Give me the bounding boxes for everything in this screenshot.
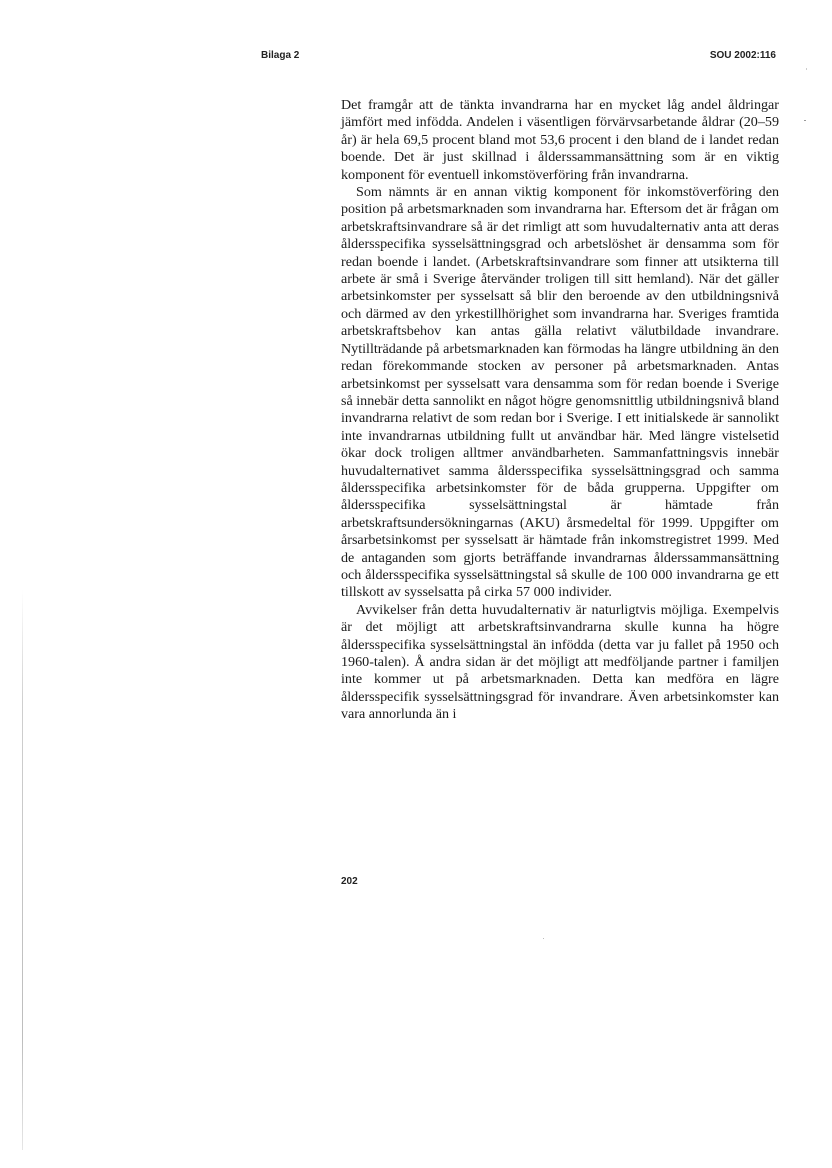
paragraph: Avvikelser från detta huvudalternativ är naturligtvis möjliga. Exempelvis är det möjligt att arbetskraftsinvandrarna skulle kunna ha högre åldersspecifika sysselsättningstal än infödda (detta var ju fallet på 1950 och 1960-talen). Å andra sidan är det möjligt att medföljande partner i familjen inte kommer ut på arbetsmarknaden. Detta kan medföra en lägre åldersspecifik sysselsättningsgrad för invandrare. Även arbetsinkomster kan vara annorlunda än i bbox=[341, 601, 779, 723]
scan-speck bbox=[543, 938, 544, 939]
page-number: 202 bbox=[341, 876, 358, 887]
body-text bbox=[341, 97, 779, 724]
scan-speck bbox=[804, 120, 806, 121]
appendix-label: Bilaga 2 bbox=[261, 50, 300, 61]
scan-speck bbox=[806, 68, 807, 70]
scan-edge-line bbox=[22, 590, 23, 1150]
report-reference: SOU 2002:116 bbox=[709, 50, 776, 61]
paragraph: Det framgår att de tänkta invandrarna har en mycket låg andel åldringar jämfört med infödda. Andelen i väsentligen förvärvsarbetande åldrar (20–59 år) är hela 69,5 procent bland mot 53,6 procent i den bland de i landet redan boende. Det är just skillnad i ålderssammansättning som är en viktig komponent för eventuell inkomstöverföring från invandrarna. bbox=[341, 97, 779, 183]
paragraph: Som nämnts är en annan viktig komponent för inkomstöverföring den position på arbetsmarknaden som invandrarna har. Eftersom det är frågan om arbetskraftsinvandrare så är det rimligt att som huvudalternativ anta att deras åldersspecifika sysselsättningsgrad och arbetslöshet är densamma som för redan boende i landet. (Arbetskraftsinvandrare som finner att utsikterna till arbete är små i Sverige återvänder troligen till sitt hemland). När det gäller arbetsinkomster per sysselsatt så blir den beroende av den utbildningsnivå och därmed av den yrkestillhörighet som invandrarna har. Sveriges framtida arbetskraftsbehov kan antas gälla relativt välutbildade invandrare. Nytillträdande på arbetsmarknaden kan förmodas ha längre utbildning än den redan förekommande stocken av personer på arbetsmarknaden. Antas arbetsinkomst per sysselsatt vara densamma som för redan boende i Sverige så innebär detta sannolikt en något högre genomsnittlig utbildningsnivå bland invandrarna relativt de som redan bor i Sverige. I ett initialskede är sannolikt inte invandrarnas utbildning fullt ut användbar här. Med längre vistelsetid ökar dock troligen alltmer användbarheten. Sammanfattningsvis innebär huvudalternativet samma åldersspecifika sysselsättningsgrad och samma åldersspecifika arbetsinkomster för de båda grupperna. Uppgifter om åldersspecifika sysselsättningstal är hämtade från arbetskraftsundersökningarnas (AKU) årsmedeltal för 1999. Uppgifter om årsarbetsinkomst per sysselsatt är hämtade från inkomstregistret 1999. Med de antaganden som gjorts beträffande invandrarnas ålderssammansättning och åldersspecifika sysselsättningstal så skulle de 100 000 invandrarna ge ett tillskott av sysselsatta på cirka 57 000 individer. bbox=[341, 184, 780, 601]
